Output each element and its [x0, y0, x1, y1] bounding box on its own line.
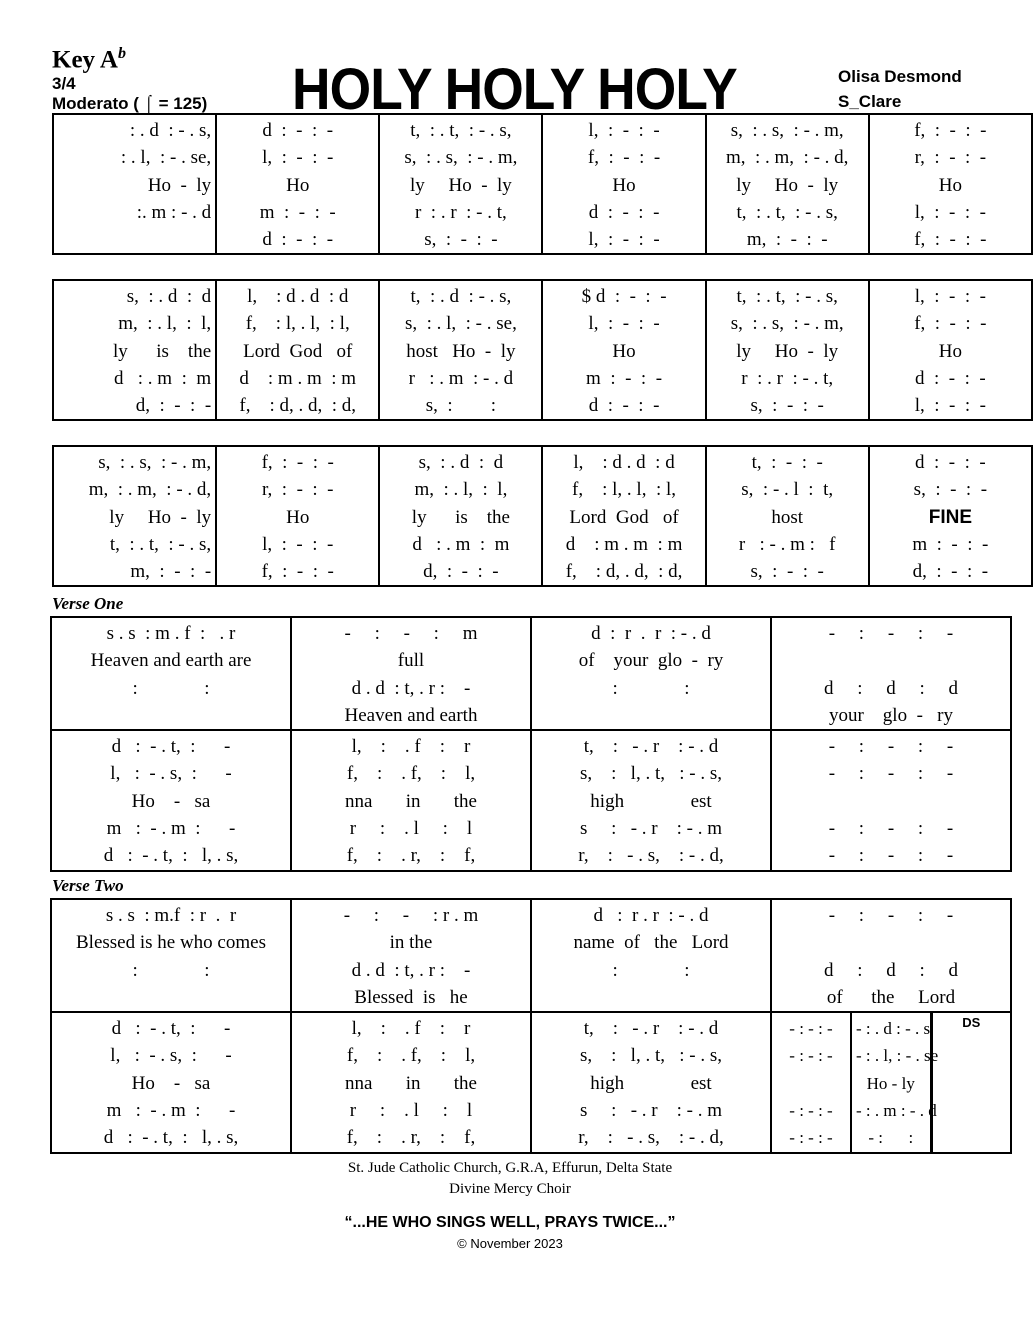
harmony-lyric [56, 702, 286, 729]
tenor-line: - : - : - [789, 1101, 833, 1121]
bass-line: - : : [868, 1128, 914, 1148]
bass-line: f, : - : - [914, 229, 987, 251]
tenor-line: m : - : - [259, 201, 336, 223]
bass-line: d, : - : - [135, 395, 212, 417]
system2-bar-1 [53, 280, 216, 420]
verse-two-lower-bar-1 [51, 1012, 291, 1152]
harmony-lyric: your glo - ry [828, 704, 953, 726]
soprano-line: : . d : - . s, [120, 120, 212, 141]
verse-two-score [50, 898, 1012, 1154]
melody-line: - : - : - [828, 623, 954, 644]
system3-bar-6 [869, 446, 1032, 586]
lyric-line: high est [590, 790, 712, 812]
lyric-line: Ho [938, 174, 962, 196]
harmony-line: : : [612, 677, 690, 699]
melody-lyric: full [397, 650, 425, 672]
tenor-line: d : - : - [588, 201, 660, 223]
alto-line: s, : . s, : - . m, [730, 313, 844, 335]
soprano-line: t, : - . r : - . d [583, 1018, 719, 1040]
system1-bar-1 [53, 114, 216, 254]
lyric-line: Ho - sa [131, 1072, 211, 1094]
alto-line: s, : . s, : - . m, [404, 147, 518, 169]
system3-bar-1 [53, 446, 216, 586]
verse-one-upper-bar-2 [291, 617, 531, 730]
tenor-line: t, : . t, : - . s, [109, 533, 212, 555]
system1-bar-2 [216, 114, 379, 254]
bass-line: l, : - : - [914, 395, 986, 417]
harmony-lyric: Heaven and earth [344, 704, 478, 726]
ds-marking: DS [931, 1012, 1011, 1152]
alto-line: : . l, : - . se, [111, 147, 212, 169]
bass-line: d, : - : - [423, 561, 499, 583]
bass-line: d : - : - [262, 229, 334, 251]
alto-line: r, : - : - [261, 479, 334, 501]
verse-two-lower-bar-5 [851, 1012, 939, 1152]
system1-bar-3 [379, 114, 542, 254]
system2-bar-3 [379, 280, 542, 420]
tenor-line: :. m : - . d [136, 201, 212, 223]
harmony-lyric [56, 984, 286, 1011]
bass-line: - : - : - [828, 845, 954, 867]
soprano-line: l, : - : - [914, 286, 986, 307]
soprano-line: l, : - : - [588, 120, 660, 141]
melody-line: - : - : - [828, 905, 954, 926]
melody-lyric: in the [389, 932, 433, 954]
lyric-line: host Ho - ly [406, 340, 516, 362]
bass-line: l, : - : - [588, 229, 660, 251]
tenor-line: - : . m : - . d [856, 1101, 937, 1121]
soprano-line: d : - : - [262, 120, 334, 141]
composer: Olisa Desmond S_Clare [838, 67, 962, 111]
tenor-line: m : - . m : - [106, 1100, 236, 1122]
bass-line: f, : - : - [261, 561, 334, 583]
tenor-line: r : . l : l [349, 1100, 473, 1122]
soprano-line: l, : . f : r [351, 1018, 471, 1040]
verse-one-lower-bar-1 [51, 730, 291, 870]
tenor-line: r : . r : - . t, [741, 367, 834, 389]
bass-line: m, : - : - [746, 229, 828, 251]
tenor-line: r : . l : l [349, 818, 473, 840]
score-system-2 [52, 279, 1033, 421]
soprano-line: s, : . d : d [418, 452, 504, 473]
lyric-line: Ho [286, 506, 310, 528]
melody-line: d : r . r : - . d [591, 623, 711, 644]
verse-one-lower-bar-3 [531, 730, 771, 870]
melody-line: - : - : r . m [343, 905, 479, 926]
lyric-line: Lord God of [243, 340, 353, 362]
lyric-line: Ho [286, 174, 310, 196]
harmony-line: d : d : d [823, 677, 959, 699]
melody-line: - : - : m [344, 623, 478, 644]
lyric-line: ly Ho - ly [736, 340, 839, 362]
tenor-line: l, : - : - [914, 201, 986, 223]
bass-line: d : - : - [588, 395, 660, 417]
alto-line: l, : - . s, : - [110, 1045, 232, 1067]
soprano-line: f, : - : - [261, 452, 334, 473]
lyric-line: Ho [612, 340, 636, 362]
soprano-line: t, : . d : - . s, [410, 286, 512, 307]
system2-bar-4 [542, 280, 705, 420]
motto: “...HE WHO SINGS WELL, PRAYS TWICE...” [344, 1214, 676, 1231]
harmony-lyric: of the Lord [826, 986, 956, 1008]
alto-line: f, : - : - [914, 313, 987, 335]
verse-two-lower-bar-3 [531, 1012, 771, 1152]
soprano-line: t, : - : - [751, 452, 823, 473]
soprano-line: t, : . t, : - . s, [410, 120, 512, 141]
bass-line [58, 226, 211, 253]
alto-line: s, : l, . t, : - . s, [580, 763, 722, 785]
bass-line: s, : - : - [424, 229, 498, 251]
tenor-line: r : - . m : f [738, 533, 836, 555]
melody-lyric: of your glo - ry [578, 650, 724, 672]
footer [0, 1158, 1020, 1254]
melody-lyric: Heaven and earth are [90, 650, 252, 672]
score-system-3 [52, 445, 1033, 587]
bass-line: f, : . r, : f, [346, 1127, 476, 1149]
soprano-line: t, : - . r : - . d [583, 736, 719, 758]
tempo-marking: Moderato ( ⌠ = 125) [52, 94, 208, 114]
harmony-lyric [536, 984, 766, 1011]
lyric-line: ly Ho - ly [109, 506, 212, 528]
bass-line: d, : - : - [912, 561, 989, 583]
alto-line: m, : . l, : l, [414, 479, 508, 501]
tenor-line: m : - : - [912, 533, 989, 555]
lyric-line: Ho [938, 340, 962, 362]
verse-one-upper-bar-3 [531, 617, 771, 730]
soprano-line: s, : . s, : - . m, [730, 120, 844, 141]
alto-line: l, : - : - [588, 313, 660, 335]
time-signature: 3/4 [52, 74, 76, 94]
verse-two-upper-bar-2 [291, 899, 531, 1012]
system2-bar-6 [869, 280, 1032, 420]
lyric-line: FINE [928, 506, 972, 528]
soprano-line: l, : d . d : d [573, 452, 675, 473]
soprano-line: $ d : - : - [581, 286, 667, 307]
alto-line: - : - : - [828, 763, 954, 785]
melody-lyric [776, 929, 1006, 956]
system2-bar-5 [706, 280, 869, 420]
lyric-line: Ho - ly [866, 1073, 915, 1093]
verse-one-lower-bar-2 [291, 730, 531, 870]
verse-one-lower-bar-4 [771, 730, 1011, 870]
lyric-line: nna in the [345, 1072, 477, 1094]
lyric-line: Ho - ly [147, 174, 212, 196]
soprano-line: - : . d : - . s [856, 1019, 931, 1039]
melody-line: s . s : m.f : r . r [105, 905, 237, 926]
verse-two-lower-bar-4 [771, 1012, 851, 1152]
melody-line: d : r . r : - . d [593, 905, 709, 926]
header-left [52, 40, 207, 114]
system1-bar-6 [869, 114, 1032, 254]
lyric-line: Ho [612, 174, 636, 196]
system1-bar-4 [542, 114, 705, 254]
bass-line: m, : - : - [130, 561, 212, 583]
score-system-1 [52, 113, 1033, 255]
alto-line: l, : - : - [262, 147, 334, 169]
alto-line: s, : - : - [913, 479, 988, 501]
soprano-line: l, : . f : r [351, 736, 471, 758]
tenor-line: d : . m : m [114, 367, 212, 389]
bass-line: r, : - . s, : - . d, [578, 845, 724, 867]
lyric-line: ly is the [112, 340, 212, 362]
melody-lyric: name of the Lord [573, 932, 729, 954]
tenor-line: r : . r : - . t, [414, 201, 507, 223]
verse-one-upper-bar-4 [771, 617, 1011, 730]
system1-bar-5 [706, 114, 869, 254]
harmony-line: : : [132, 677, 210, 699]
system3-bar-3 [379, 446, 542, 586]
verse-one-score [50, 616, 1012, 872]
soprano-line: s, : . s, : - . m, [98, 452, 212, 473]
melody-lyric: Blessed is he who comes [76, 932, 266, 954]
lyric-line [776, 788, 1006, 815]
alto-line: m, : . m, : - . d, [88, 479, 212, 501]
soprano-line: - : - : - [789, 1019, 833, 1039]
tenor-line: l, : - : - [262, 533, 334, 555]
harmony-lyric [536, 702, 766, 729]
bass-line: - : - : - [789, 1128, 833, 1148]
harmony-line: d : d : d [823, 959, 959, 981]
lyric-line: Ho - sa [131, 790, 211, 812]
harmony-line: : : [132, 959, 210, 981]
key-signature: Key $A^b$ [52, 45, 126, 74]
alto-line: f, : l, . l, : l, [572, 479, 677, 501]
bass-line: s, : - : - [750, 561, 824, 583]
verse-two-upper-bar-1 [51, 899, 291, 1012]
lyric-line: Lord God of [569, 506, 679, 528]
alto-line: - : - : - [789, 1046, 833, 1066]
tenor-line: r : . m : - . d [408, 367, 514, 389]
bass-line: f, : . r, : f, [346, 845, 476, 867]
soprano-line: l, : d . d : d [247, 286, 349, 307]
verse-two-label: Verse Two [52, 876, 124, 895]
tenor-line: d : . m : m [412, 533, 510, 555]
lyric-line [776, 1070, 846, 1097]
tenor-line: s : - . r : - . m [580, 1100, 722, 1122]
alto-line: f, : . f, : l, [346, 763, 476, 785]
tenor-line: - : - : - [828, 818, 954, 840]
soprano-line: f, : - : - [914, 120, 987, 141]
melody-lyric [776, 647, 1006, 674]
soprano-line: d : - . t, : - [111, 736, 231, 758]
bass-line: d : - . t, : l, . s, [103, 845, 239, 867]
lyric-line: ly Ho - ly [736, 174, 839, 196]
harmony-line: d . d : t, . r : - [351, 959, 471, 981]
verse-one-upper-bar-1 [51, 617, 291, 730]
alto-line: r, : - : - [914, 147, 987, 169]
alto-line: s, : - . l : t, [741, 479, 834, 501]
tenor-line: m : - . m : - [106, 818, 236, 840]
verse-two-lower-bar-2 [291, 1012, 531, 1152]
bass-line: d : - . t, : l, . s, [103, 1127, 239, 1149]
tenor-line: t, : . t, : - . s, [736, 201, 838, 223]
harmony-line: d . d : t, . r : - [351, 677, 471, 699]
tenor-line: s : - . r : - . m [580, 818, 722, 840]
alto-line: f, : l, . l, : l, [245, 313, 350, 335]
tenor-line: d : - : - [915, 367, 986, 389]
harmony-line: : : [612, 959, 690, 981]
alto-line: s, : l, . t, : - . s, [580, 1045, 722, 1067]
soprano-line: s, : . d : d [126, 286, 212, 307]
tenor-line: d : m . m : m [565, 533, 683, 555]
system3-bar-4 [542, 446, 705, 586]
bass-line: f, : d, . d, : d, [565, 561, 683, 583]
system2-bar-2 [216, 280, 379, 420]
bass-line: f, : d, . d, : d, [239, 395, 357, 417]
soprano-line: d : - . t, : - [111, 1018, 231, 1040]
bass-line: r, : - . s, : - . d, [578, 1127, 724, 1149]
copyright: © November 2023 [457, 1236, 563, 1251]
verse-two-upper-bar-4 [771, 899, 1011, 1012]
system3-bar-2 [216, 446, 379, 586]
lyric-line: nna in the [345, 790, 477, 812]
alto-line: f, : . f, : l, [346, 1045, 476, 1067]
alto-line: m, : . l, : l, [118, 313, 212, 335]
church-name: St. Jude Catholic Church, G.R.A, Effurun, Delta State [347, 1160, 673, 1176]
soprano-line: - : - : - [828, 736, 954, 758]
page-title: HOLY HOLY HOLY [292, 57, 737, 122]
choir-name: Divine Mercy Choir [449, 1181, 571, 1197]
verse-one-label: Verse One [52, 594, 124, 613]
alto-line: m, : . m, : - . d, [725, 147, 849, 169]
lyric-line: ly Ho - ly [409, 174, 512, 196]
alto-line: f, : - : - [587, 147, 661, 169]
lyric-line: high est [590, 1072, 712, 1094]
soprano-line: t, : . t, : - . s, [736, 286, 838, 307]
alto-line: l, : - . s, : - [110, 763, 232, 785]
system3-bar-5 [706, 446, 869, 586]
soprano-line: d : - : - [915, 452, 986, 473]
melody-line: s . s : m . f : . r [106, 623, 236, 644]
bass-line: s, : - : - [750, 395, 824, 417]
bass-line: s, : : [425, 395, 496, 417]
lyric-line: host [771, 506, 804, 528]
alto-line: s, : . l, : - . se, [404, 313, 517, 335]
lyric-line: ly is the [411, 506, 510, 528]
tenor-line: m : - : - [586, 367, 663, 389]
verse-two-upper-bar-3 [531, 899, 771, 1012]
tenor-line: d : m . m : m [239, 367, 357, 389]
alto-line: - : . l, : - . se [856, 1046, 939, 1066]
harmony-lyric: Blessed is he [354, 986, 468, 1008]
